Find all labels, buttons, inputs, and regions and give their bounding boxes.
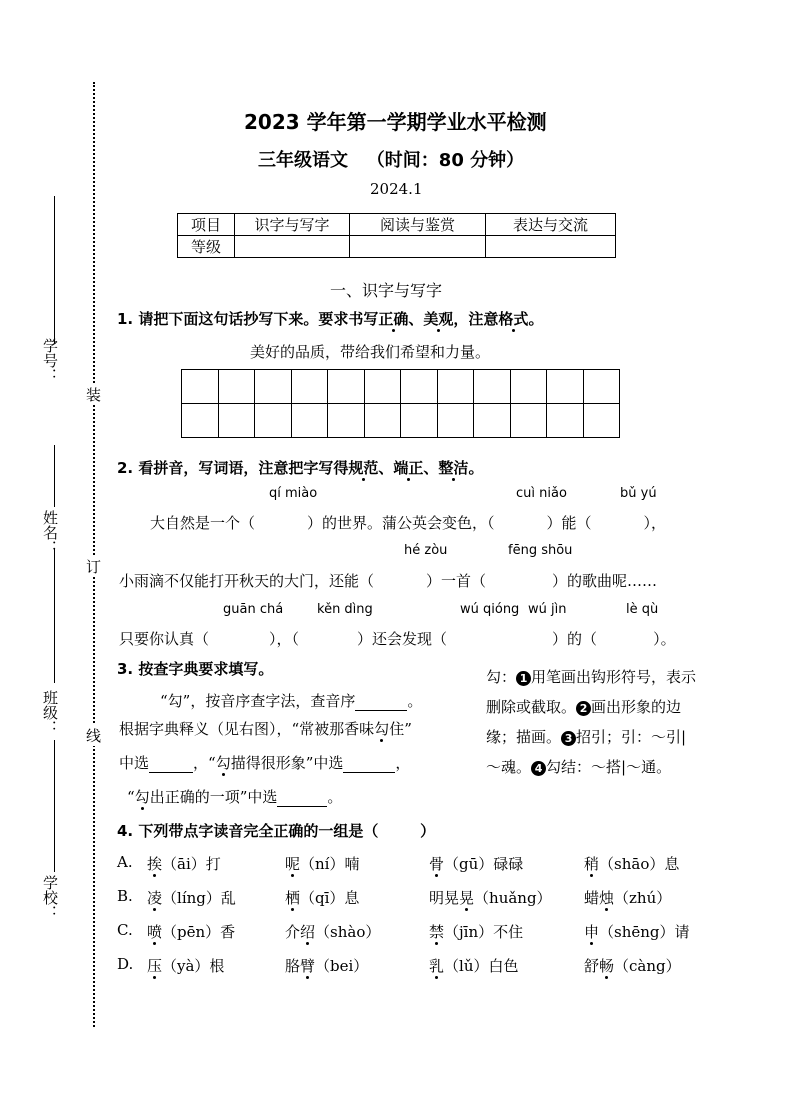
- pinyin-wuqiong: wú qióng: [460, 602, 520, 617]
- grade-cell[interactable]: [350, 236, 486, 258]
- binding-dotted-line: [93, 82, 95, 1027]
- q4-option-b[interactable]: B. 凌（líng）乱 栖（qī）息 明晃晃（huǎng） 蜡烛（zhú）: [117, 887, 672, 907]
- q1-sentence: 美好的品质，带给我们希望和力量。: [250, 343, 491, 361]
- grade-header-reading: 阅读与鉴赏: [350, 214, 486, 236]
- binding-char-ding: 订: [86, 558, 102, 576]
- dictionary-entry: 勾： 1 用笔画出钩形符号，表示删除或截取。 2 画出形象的边缘；描画。 3 招引；引：～引|～魂。 4 勾结：～搭|～通。: [486, 668, 697, 776]
- q4-prompt: 4. 下列带点字读音完全正确的一组是（ ）: [117, 822, 436, 840]
- grade-header-item: 项目: [178, 214, 235, 236]
- pinyin-buyu: bǔ yú: [620, 486, 657, 501]
- school-line: [54, 740, 55, 872]
- exam-title: 2023 学年第一学期学业水平检测: [244, 110, 547, 134]
- pinyin-qimiao: qí miào: [269, 486, 318, 501]
- pinyin-fengshou: fēng shōu: [508, 543, 573, 558]
- pinyin-cuiniao: cuì niǎo: [516, 486, 567, 501]
- student-id-line: [54, 196, 55, 344]
- grade-table: [177, 213, 616, 258]
- exam-subtitle: 三年级语文 （时间：80 分钟）: [258, 150, 525, 171]
- q2-line1: 大自然是一个（ ）的世界。蒲公英会变色，（ ）能（ ），: [150, 514, 667, 532]
- q3-line3: 中选 ，“勾描得很形象”中选 ，: [119, 754, 411, 772]
- grade-header-expression: 表达与交流: [486, 214, 616, 236]
- q3-prompt: 3. 按查字典要求填写。: [117, 660, 274, 678]
- grade-cell[interactable]: [486, 236, 616, 258]
- pinyin-guancha: guān chá: [223, 602, 284, 617]
- number-1-icon: 1: [516, 671, 531, 686]
- q3-blank-yinxu[interactable]: [355, 692, 407, 711]
- q3-line1: “勾”，按音序查字法，查音序 。: [160, 692, 423, 710]
- name-line: [54, 445, 55, 507]
- q2-line3: 只要你认真（ ），（ ）还会发现（ ）的（ ）。: [119, 630, 676, 648]
- grade-cell[interactable]: [235, 236, 350, 258]
- number-2-icon: 2: [576, 701, 591, 716]
- class-label: 班级：: [41, 690, 59, 735]
- writing-grid[interactable]: [181, 369, 620, 438]
- q2-prompt: 2. 看拼音，写词语，注意把字写得规范、端正、整洁。: [117, 459, 484, 477]
- exam-date: 2024.1: [370, 180, 423, 198]
- pinyin-lequ: lè qù: [626, 602, 659, 617]
- grade-header-literacy: 识字与写字: [235, 214, 350, 236]
- q4-option-a[interactable]: A. 挨（āi）打 呢（ní）喃 骨（gū）碌碌 稍（shāo）息: [117, 853, 680, 873]
- q3-blank-1[interactable]: [149, 754, 193, 773]
- q3-blank-2[interactable]: [343, 754, 395, 773]
- section-title: 一、识字与写字: [330, 281, 443, 300]
- number-4-icon: 4: [531, 761, 546, 776]
- number-3-icon: 3: [561, 731, 576, 746]
- class-line: [54, 548, 55, 683]
- pinyin-hezou: hé zòu: [404, 543, 448, 558]
- q1-prompt: 1. 请把下面这句话抄写下来。要求书写正确、美观，注意格式。: [117, 310, 544, 328]
- student-id-label: 学号：: [41, 338, 59, 383]
- grade-row-label: 等级: [178, 236, 235, 258]
- binding-char-xian: 线: [86, 727, 102, 745]
- q4-option-c[interactable]: C. 喷（pēn）香 介绍（shào） 禁（jīn）不住 申（shēng）请: [117, 921, 690, 941]
- binding-char-zhuang: 装: [86, 386, 102, 404]
- q2-line2: 小雨滴不仅能打开秋天的大门，还能（ ）一首（ ）的歌曲呢……: [119, 572, 658, 590]
- q4-option-d[interactable]: D. 压（yà）根 胳臂（bei） 乳（lǔ）白色 舒畅（càng）: [117, 955, 681, 975]
- q3-line2: 根据字典释义（见右图），“常被那香味勾住”: [119, 720, 412, 738]
- q3-line4: “勾出正确的一项”中选 。: [127, 788, 343, 806]
- school-label: 学校：: [41, 875, 59, 920]
- q3-blank-3[interactable]: [277, 788, 327, 807]
- pinyin-wujin: wú jìn: [528, 602, 567, 617]
- name-label: 姓名：: [41, 510, 59, 555]
- pinyin-kending: kěn dìng: [317, 602, 373, 617]
